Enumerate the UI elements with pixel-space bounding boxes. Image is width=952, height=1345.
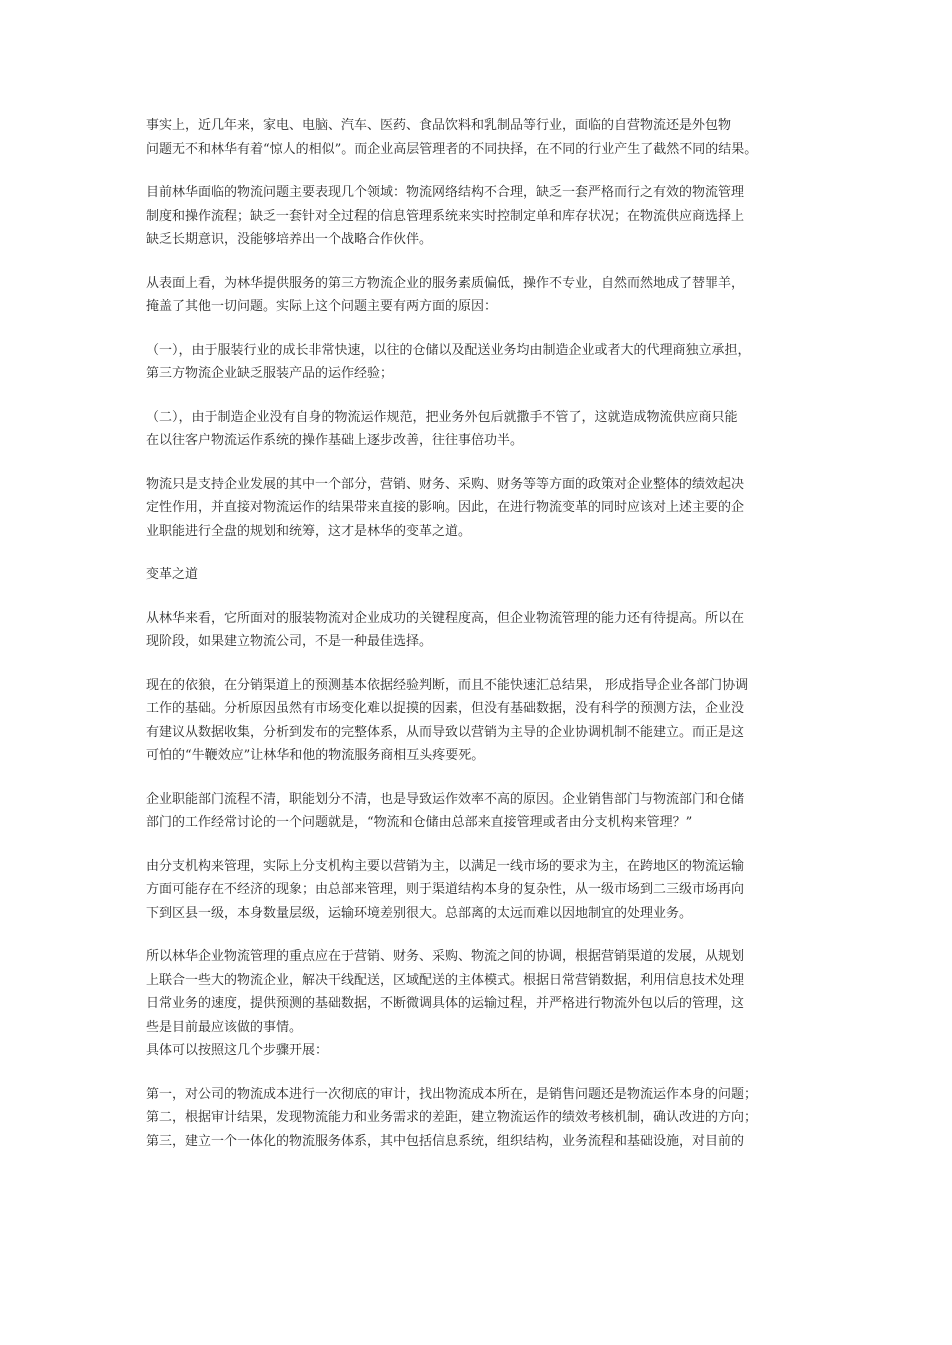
document-body xyxy=(146,114,810,1153)
paragraph-branch-management: 由分支机构来管理，实际上分支机构主要以营销为主，以满足一线市场的要求为主，在跨地区的物流运输 方面可能存在不经济的现象；由总部来管理，则于渠道结构本身的复杂性，从一级市场到二三级市场再向 下到区县一级，本身数量层级，运输环境差别很大。总部离的太远而难以因地制宜的处理业务。 xyxy=(146,858,745,921)
paragraph-reason-two: （二），由于制造企业没有自身的物流运作规范，把业务外包后就撒手不管了，这就造成物流供应商只能 在以往客户物流运作系统的操作基础上逐步改善，往往事倍功半。 xyxy=(146,409,738,448)
paragraph-forecasting: 现在的依狼，在分销渠道上的预测基本依据经验判断，而且不能快速汇总结果， 形成指导企业各部门协调 工作的基础。分析原因虽然有市场变化难以捉摸的因素，但没有基础数据，没有科学的预测方法，企业没 有建议从数据收集，分析到发布的完整体系，从而导致以营销为主导的企业协调机制不能建立。而正是这 可怕的“牛鞭效应”让林华和他的物流服务商相互头疼要死。 xyxy=(146,677,749,763)
paragraph-management-focus: 所以林华企业物流管理的重点应在于营销、财务、采购、物流之间的协调，根据营销渠道的发展，从规划 上联合一些大的物流企业，解决干线配送，区域配送的主体模式。根据日常营销数据，利用信息技术处理 日常业务的速度，提供预测的基础数据，不断微调具体的运输过程，并严格进行物流外包以后的管理，这 些是目前最应该做的事情。 具体可以按照这几个步骤开展： xyxy=(146,949,745,1058)
paragraph-reason-one: （一），由于服装行业的成长非常快速，以往的仓储以及配送业务均由制造企业或者大的代理商独立承担， 第三方物流企业缺乏服装产品的运作经验； xyxy=(146,342,751,381)
paragraph-current-problems: 目前林华面临的物流问题主要表现几个领域：物流网络结构不合理，缺乏一套严格而行之有效的物流管理 制度和操作流程；缺乏一套针对全过程的信息管理系统来实时控制定单和库存状况；在物流供应商选择上 缺乏长期意识，没能够培养出一个战略合作伙伴。 xyxy=(146,185,745,247)
section-heading: 变革之道 xyxy=(146,567,199,582)
paragraph-department-process: 企业职能部门流程不清，职能划分不清，也是导致运作效率不高的原因。企业销售部门与物流部门和仓储 部门的工作经常讨论的一个问题就是，“物流和仓储由总部来直接管理或者由分支机构来管理？” xyxy=(146,791,745,830)
paragraph-logistics-role: 物流只是支持企业发展的其中一个部分，营销、财务、采购、财务等等方面的政策对企业整体的绩效起决 定性作用，并直接对物流运作的结果带来直接的影响。因此，在进行物流变革的同时应该对上述主要的企 业职能进行全盘的规划和统筹，这才是林华的变革之道。 xyxy=(146,476,745,539)
paragraph-steps: 第一，对公司的物流成本进行一次彻底的审计，找出物流成本所在，是销售问题还是物流运作本身的问题； 第二，根据审计结果，发现物流能力和业务需求的差距，建立物流运作的绩效考核机制，确认改进的方向； 第三，建立一个一体化的物流服务体系，其中包括信息系统，组织结构，业务流程和基础设施，对目前的 xyxy=(146,1086,758,1149)
paragraph-linhua-view: 从林华来看，它所面对的服装物流对企业成功的关键程度高，但企业物流管理的能力还有待提高。所以在 现阶段，如果建立物流公司，不是一种最佳选择。 xyxy=(146,610,745,649)
paragraph-surface-view: 从表面上看，为林华提供服务的第三方物流企业的服务素质偏低，操作不专业，自然而然地成了替罪羊， 掩盖了其他一切问题。实际上这个问题主要有两方面的原因： xyxy=(146,275,745,314)
paragraph-industry-comparison: 事实上，近几年来，家电、电脑、汽车、医药、食品饮料和乳制品等行业，面临的自营物流还是外包物 问题无不和林华有着“惊人的相似”。而企业高层管理者的不同抉择，在不同的行业产生了截然不同的结果。 xyxy=(146,118,758,157)
